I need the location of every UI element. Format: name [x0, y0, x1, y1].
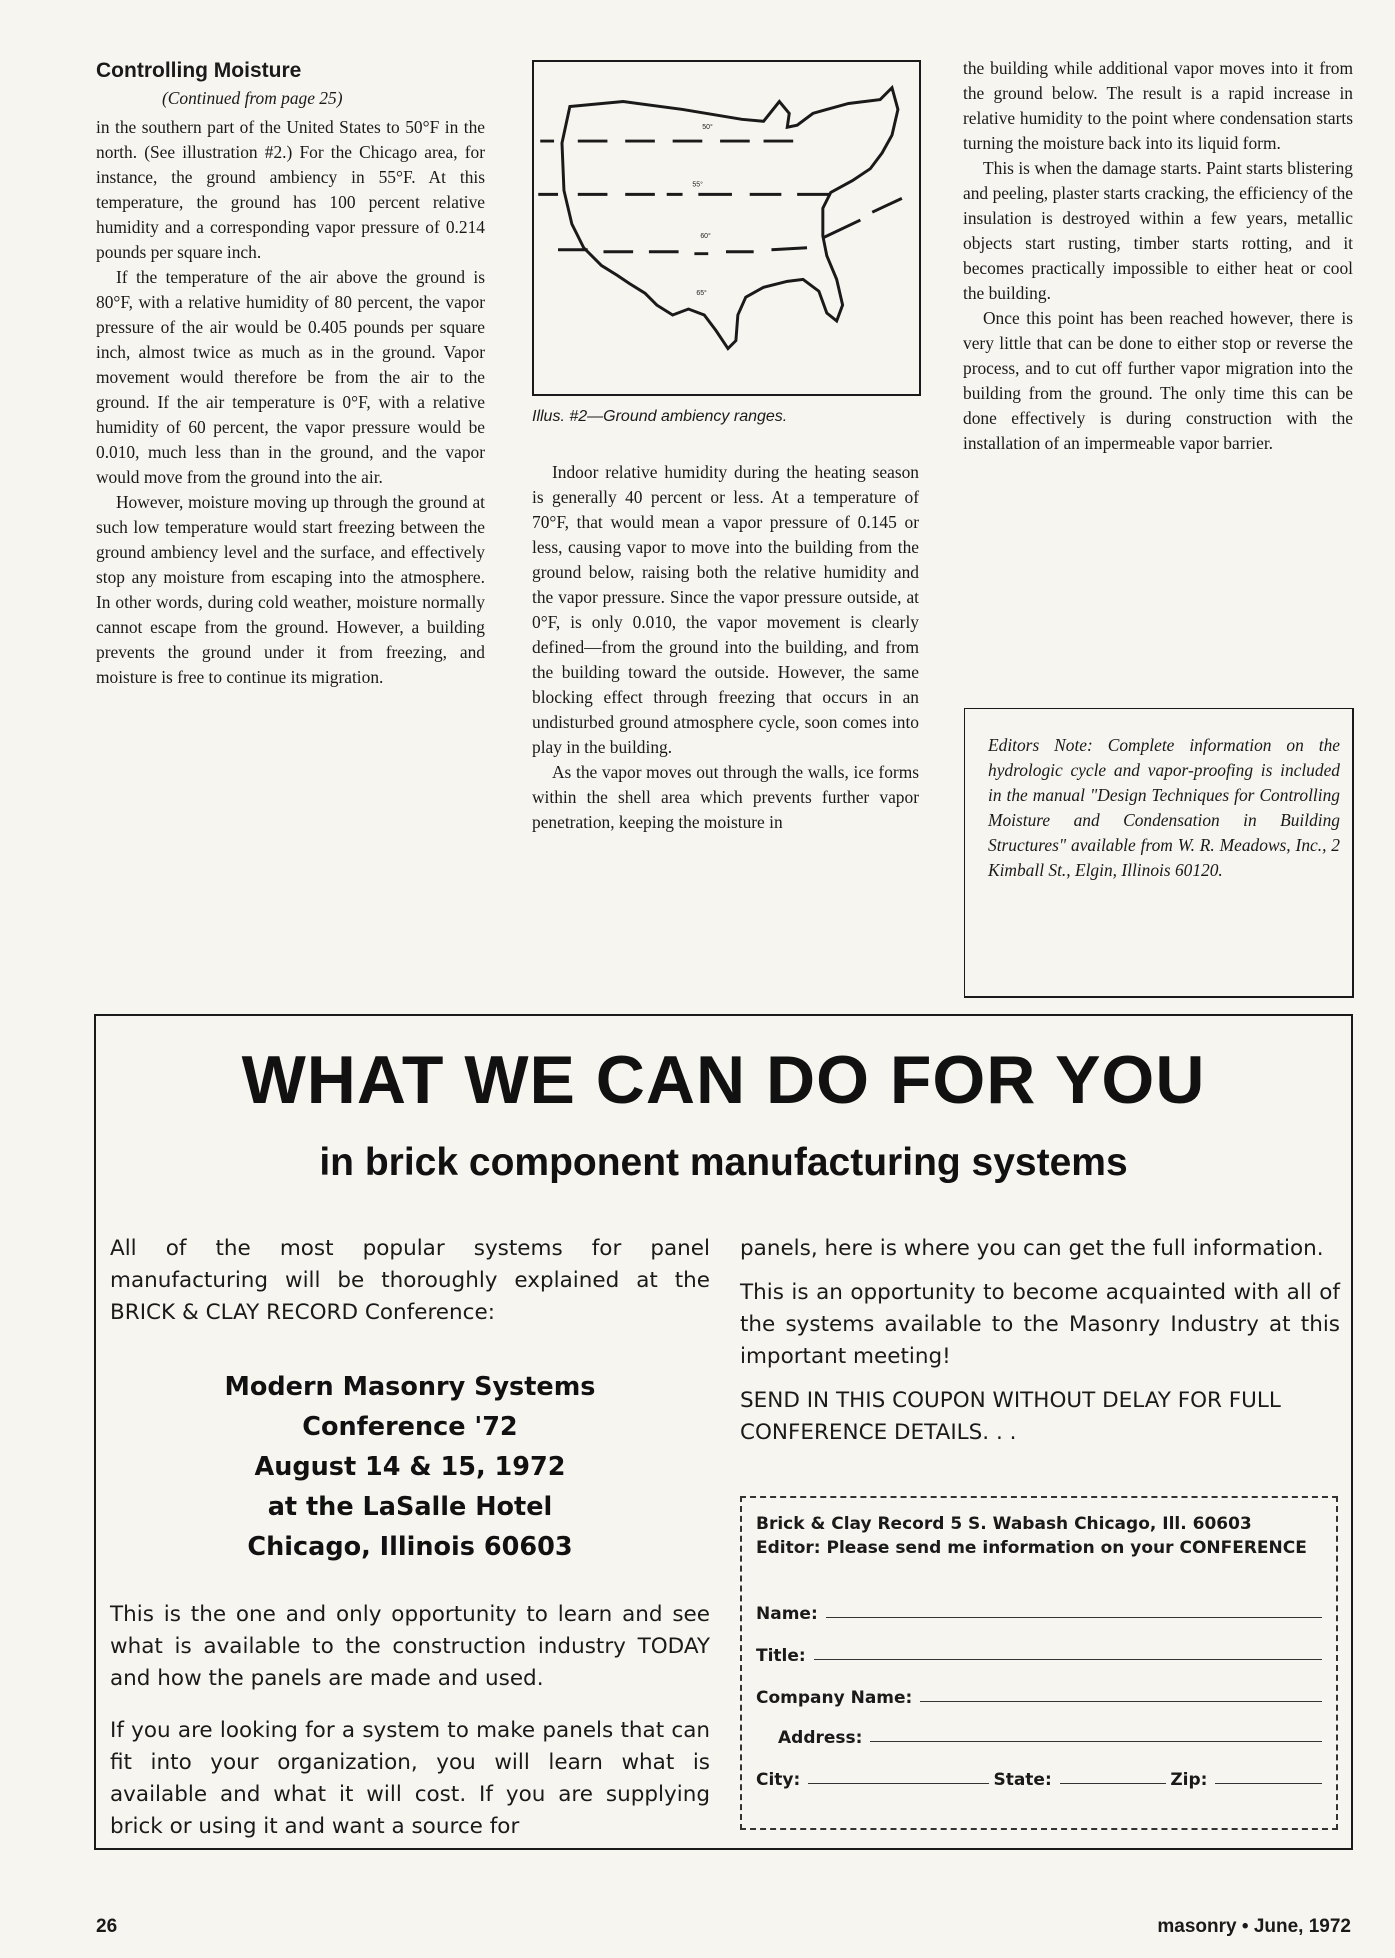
- us-map-figure: [532, 60, 921, 396]
- article-paragraph: in the southern part of the United States to 50°F in the north. (See illustration #2.) For the Chicago area, for instance, the ground ambiency in 55°F. At this temperature, the ground has 100 percent relative humidity and a corresponding vapor pressure of 0.214 pounds per square inch.: [96, 117, 485, 262]
- figure-caption: Illus. #2—Ground ambiency ranges.: [532, 408, 788, 425]
- page-number: 26: [96, 1916, 118, 1937]
- ad-paragraph: panels, here is where you can get the full information.: [740, 1236, 1324, 1261]
- conference-line: August 14 & 15, 1972: [254, 1452, 566, 1482]
- article-paragraph: If the temperature of the air above the ground is 80°F, with a relative humidity of 80 percent, the vapor pressure of the air would be 0.405 pounds per square inch, almost twice as much as in the ground. Vapor movement would therefore be from the air to the ground. If the air temperature is 0°F, with a relative humidity of 60 percent, the vapor pressure would be 0.010, much less than in the ground, and the vapor would move from the ground into the air.: [96, 267, 485, 487]
- isotherm-label: 50°: [702, 124, 713, 132]
- article-paragraph: This is when the damage starts. Paint starts blistering and peeling, plaster starts cracking, the efficiency of the insulation is destroyed within a few years, metallic objects start rusting, timber starts rotting, and it becomes practically impossible to either heat or cool the building.: [963, 158, 1353, 303]
- city-input-line[interactable]: [808, 1783, 989, 1784]
- isotherm-label: 65°: [696, 290, 707, 298]
- article-paragraph: However, moisture moving up through the ground at such low temperature would start freezing between the ground ambiency level and the surface, and effectively stop any moisture from escaping into the atmosphere. In other words, during cold weather, moisture normally cannot escape from the ground. However, a building prevents the ground under it from freezing, and moisture is free to continue its migration.: [96, 492, 485, 687]
- address-label: Address:: [778, 1728, 863, 1748]
- article-title: Controlling Moisture: [96, 59, 302, 82]
- state-input-line[interactable]: [1060, 1783, 1167, 1784]
- title-label: Title:: [756, 1646, 806, 1666]
- ad-paragraph: If you are looking for a system to make panels that can fit into your organization, you will learn what is available and what it will cost. If you are supplying brick or using it and want a source for: [110, 1718, 710, 1839]
- company-input-line[interactable]: [920, 1701, 1322, 1702]
- company-field[interactable]: [756, 1680, 1322, 1708]
- state-label: State:: [993, 1770, 1052, 1790]
- ad-paragraph: This is the one and only opportunity to learn and see what is available to the construction industry TODAY and how the panels are made and used.: [110, 1602, 710, 1691]
- conference-line: Chicago, Illinois 60603: [247, 1532, 573, 1562]
- conference-line: Modern Masonry Systems: [224, 1372, 596, 1402]
- isotherm-label: 60°: [700, 232, 711, 240]
- ad-subheadline: in brick component manufacturing systems: [319, 1141, 1128, 1184]
- company-label: Company Name:: [756, 1688, 913, 1708]
- title-field[interactable]: [756, 1638, 1322, 1666]
- us-map-illustration: [534, 62, 919, 394]
- ad-headline: WHAT WE CAN DO FOR YOU: [241, 1042, 1206, 1118]
- city-state-zip-row: [756, 1762, 1322, 1790]
- conference-details: [110, 1367, 710, 1567]
- zip-label: Zip:: [1170, 1770, 1208, 1790]
- conference-line: at the LaSalle Hotel: [267, 1492, 553, 1522]
- address-field[interactable]: [778, 1720, 1322, 1748]
- ad-paragraph: This is an opportunity to become acquainted with all of the systems available to the Masonry Industry at this important meeting!: [740, 1280, 1340, 1369]
- article-column-1: [96, 56, 485, 690]
- article-paragraph: Indoor relative humidity during the heating season is generally 40 percent or less. At a temperature of 70°F, that would mean a vapor pressure of 0.145 or less, causing vapor to move into the building from the ground below, raising both the relative humidity and the vapor pressure. Since the vapor pressure outside, at 0°F, is only 0.010, the vapor movement is clearly defined—from the ground into the building, and from the building toward the outside. However, the same blocking effect through freezing that occurs in an undisturbed ground atmosphere cycle, soon comes into play in the building.: [532, 462, 919, 757]
- title-input-line[interactable]: [814, 1659, 1322, 1660]
- coupon-form: [740, 1496, 1338, 1830]
- article-paragraph: Once this point has been reached however, there is very little that can be done to either stop or reverse the process, and to cut off further vapor migration into the building from the ground. The only time this can be done effectively is during construction with the installation of an impermeable vapor barrier.: [963, 308, 1353, 453]
- name-input-line[interactable]: [826, 1617, 1322, 1618]
- isotherm-60: [558, 198, 902, 253]
- article-paragraph: As the vapor moves out through the walls, ice forms within the shell area which prevents further vapor penetration, keeping the moisture in: [532, 762, 919, 832]
- ad-left-column: [110, 1233, 710, 1843]
- name-field[interactable]: [756, 1596, 1322, 1624]
- address-input-line[interactable]: [870, 1741, 1322, 1742]
- us-outline: [562, 88, 898, 349]
- article-paragraph: the building while additional vapor moves into it from the ground below. The result is a rapid increase in relative humidity to the point where condensation starts turning the moisture back into its liquid form.: [963, 58, 1353, 153]
- ad-paragraph: All of the most popular systems for panel manufacturing will be thoroughly explained at the BRICK & CLAY RECORD Conference:: [110, 1236, 710, 1325]
- coupon-request: Editor: Please send me information on your CONFERENCE: [756, 1538, 1307, 1558]
- ad-paragraph: SEND IN THIS COUPON WITHOUT DELAY FOR FULL CONFERENCE DETAILS. . .: [740, 1388, 1281, 1445]
- conference-line: Conference '72: [302, 1412, 518, 1442]
- coupon-address: Brick & Clay Record 5 S. Wabash Chicago, Ill. 60603: [756, 1514, 1252, 1534]
- isotherm-label: 55°: [692, 181, 703, 189]
- name-label: Name:: [756, 1604, 818, 1624]
- article-column-3: [963, 56, 1353, 456]
- continued-note: (Continued from page 25): [162, 88, 343, 108]
- publication-footer: masonry • June, 1972: [1157, 1916, 1351, 1937]
- city-label: City:: [756, 1770, 801, 1790]
- editors-note: Editors Note: Complete information on the hydrologic cycle and vapor-proofing is included in the manual "Design Techniques for Controlling Moisture and Condensation in Building Structures" available from W. R. Meadows, Inc., 2 Kimball St., Elgin, Illinois 60120.: [988, 735, 1340, 880]
- ad-right-column: [740, 1233, 1340, 1449]
- article-column-2: [532, 460, 919, 835]
- zip-input-line[interactable]: [1215, 1783, 1322, 1784]
